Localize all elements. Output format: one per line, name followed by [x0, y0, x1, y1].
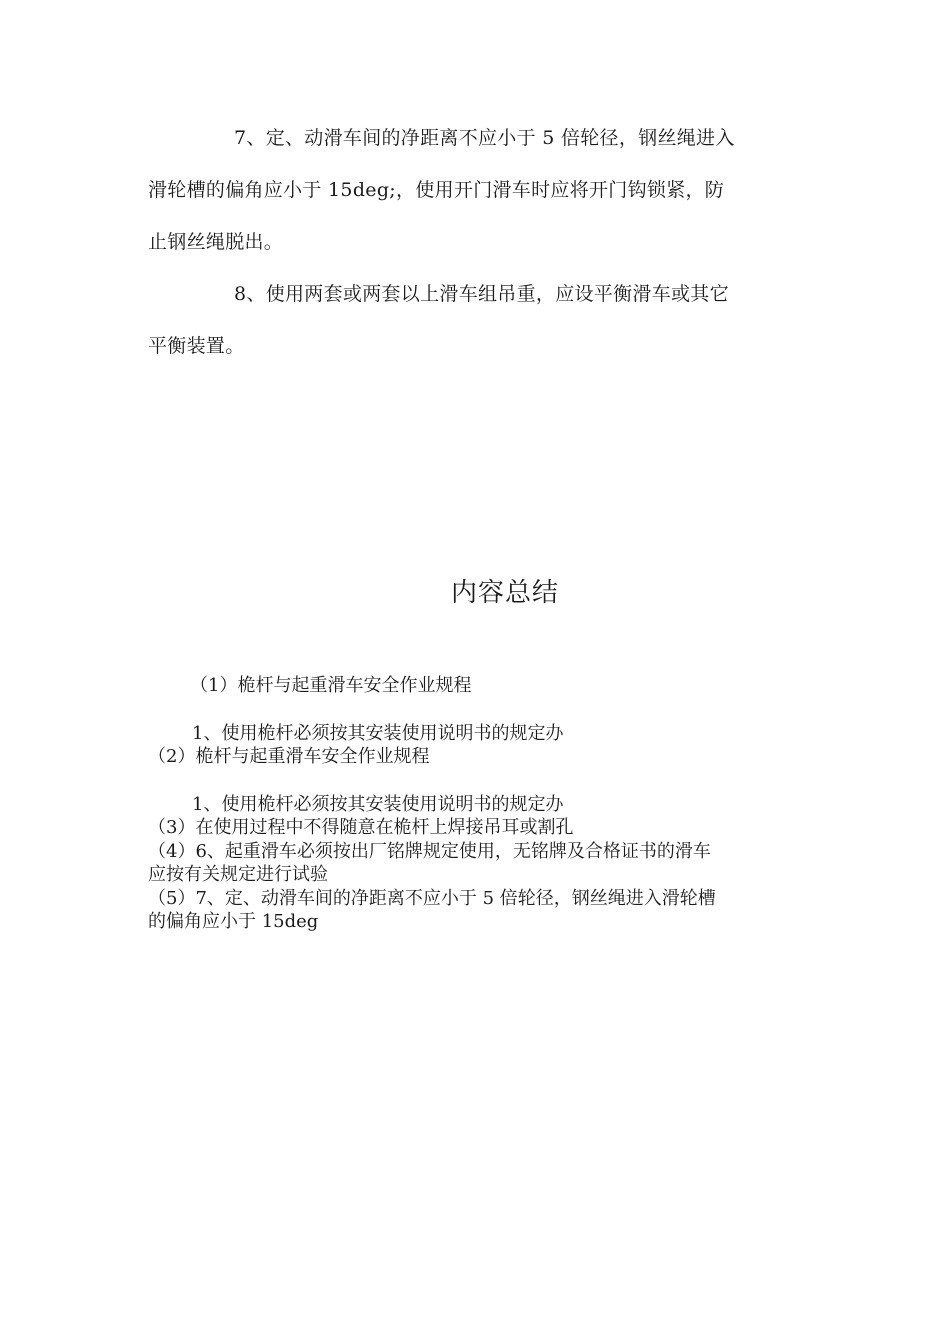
summary-line: （1）桅杆与起重滑车安全作业规程	[190, 675, 472, 696]
summary-line: 应按有关规定进行试验	[148, 864, 328, 885]
summary-line: 1、使用桅杆必须按其安装使用说明书的规定办	[192, 793, 564, 815]
paragraph-7-line-3: 止钢丝绳脱出。	[148, 231, 284, 253]
summary-line: （3）在使用过程中不得随意在桅杆上焊接吊耳或割孔	[148, 817, 574, 838]
summary-line: 的偏角应小于 15deg	[148, 911, 319, 932]
paragraph-7-line-1: 7、定、动滑车间的净距离不应小于 5 倍轮径，钢丝绳进入	[234, 127, 735, 149]
paragraph-8-line-2: 平衡装置。	[148, 335, 245, 357]
paragraph-8-line-1: 8、使用两套或两套以上滑车组吊重，应设平衡滑车或其它	[234, 283, 729, 305]
paragraph-7-line-2: 滑轮槽的偏角应小于 15deg;，使用开门滑车时应将开门钩锁紧，防	[148, 179, 725, 201]
summary-line: （4）6、起重滑车必须按出厂铭牌规定使用，无铭牌及合格证书的滑车	[148, 840, 711, 862]
paragraph-7	[148, 112, 808, 268]
summary-title: 内容总结	[450, 578, 559, 608]
summary-line: （2）桅杆与起重滑车安全作业规程	[148, 746, 430, 767]
summary-line: 1、使用桅杆必须按其安装使用说明书的规定办	[192, 722, 564, 744]
summary-list	[148, 674, 808, 934]
paragraph-8	[148, 268, 808, 372]
summary-line: （5）7、定、动滑车间的净距离不应小于 5 倍轮径，钢丝绳进入滑轮槽	[148, 887, 716, 909]
